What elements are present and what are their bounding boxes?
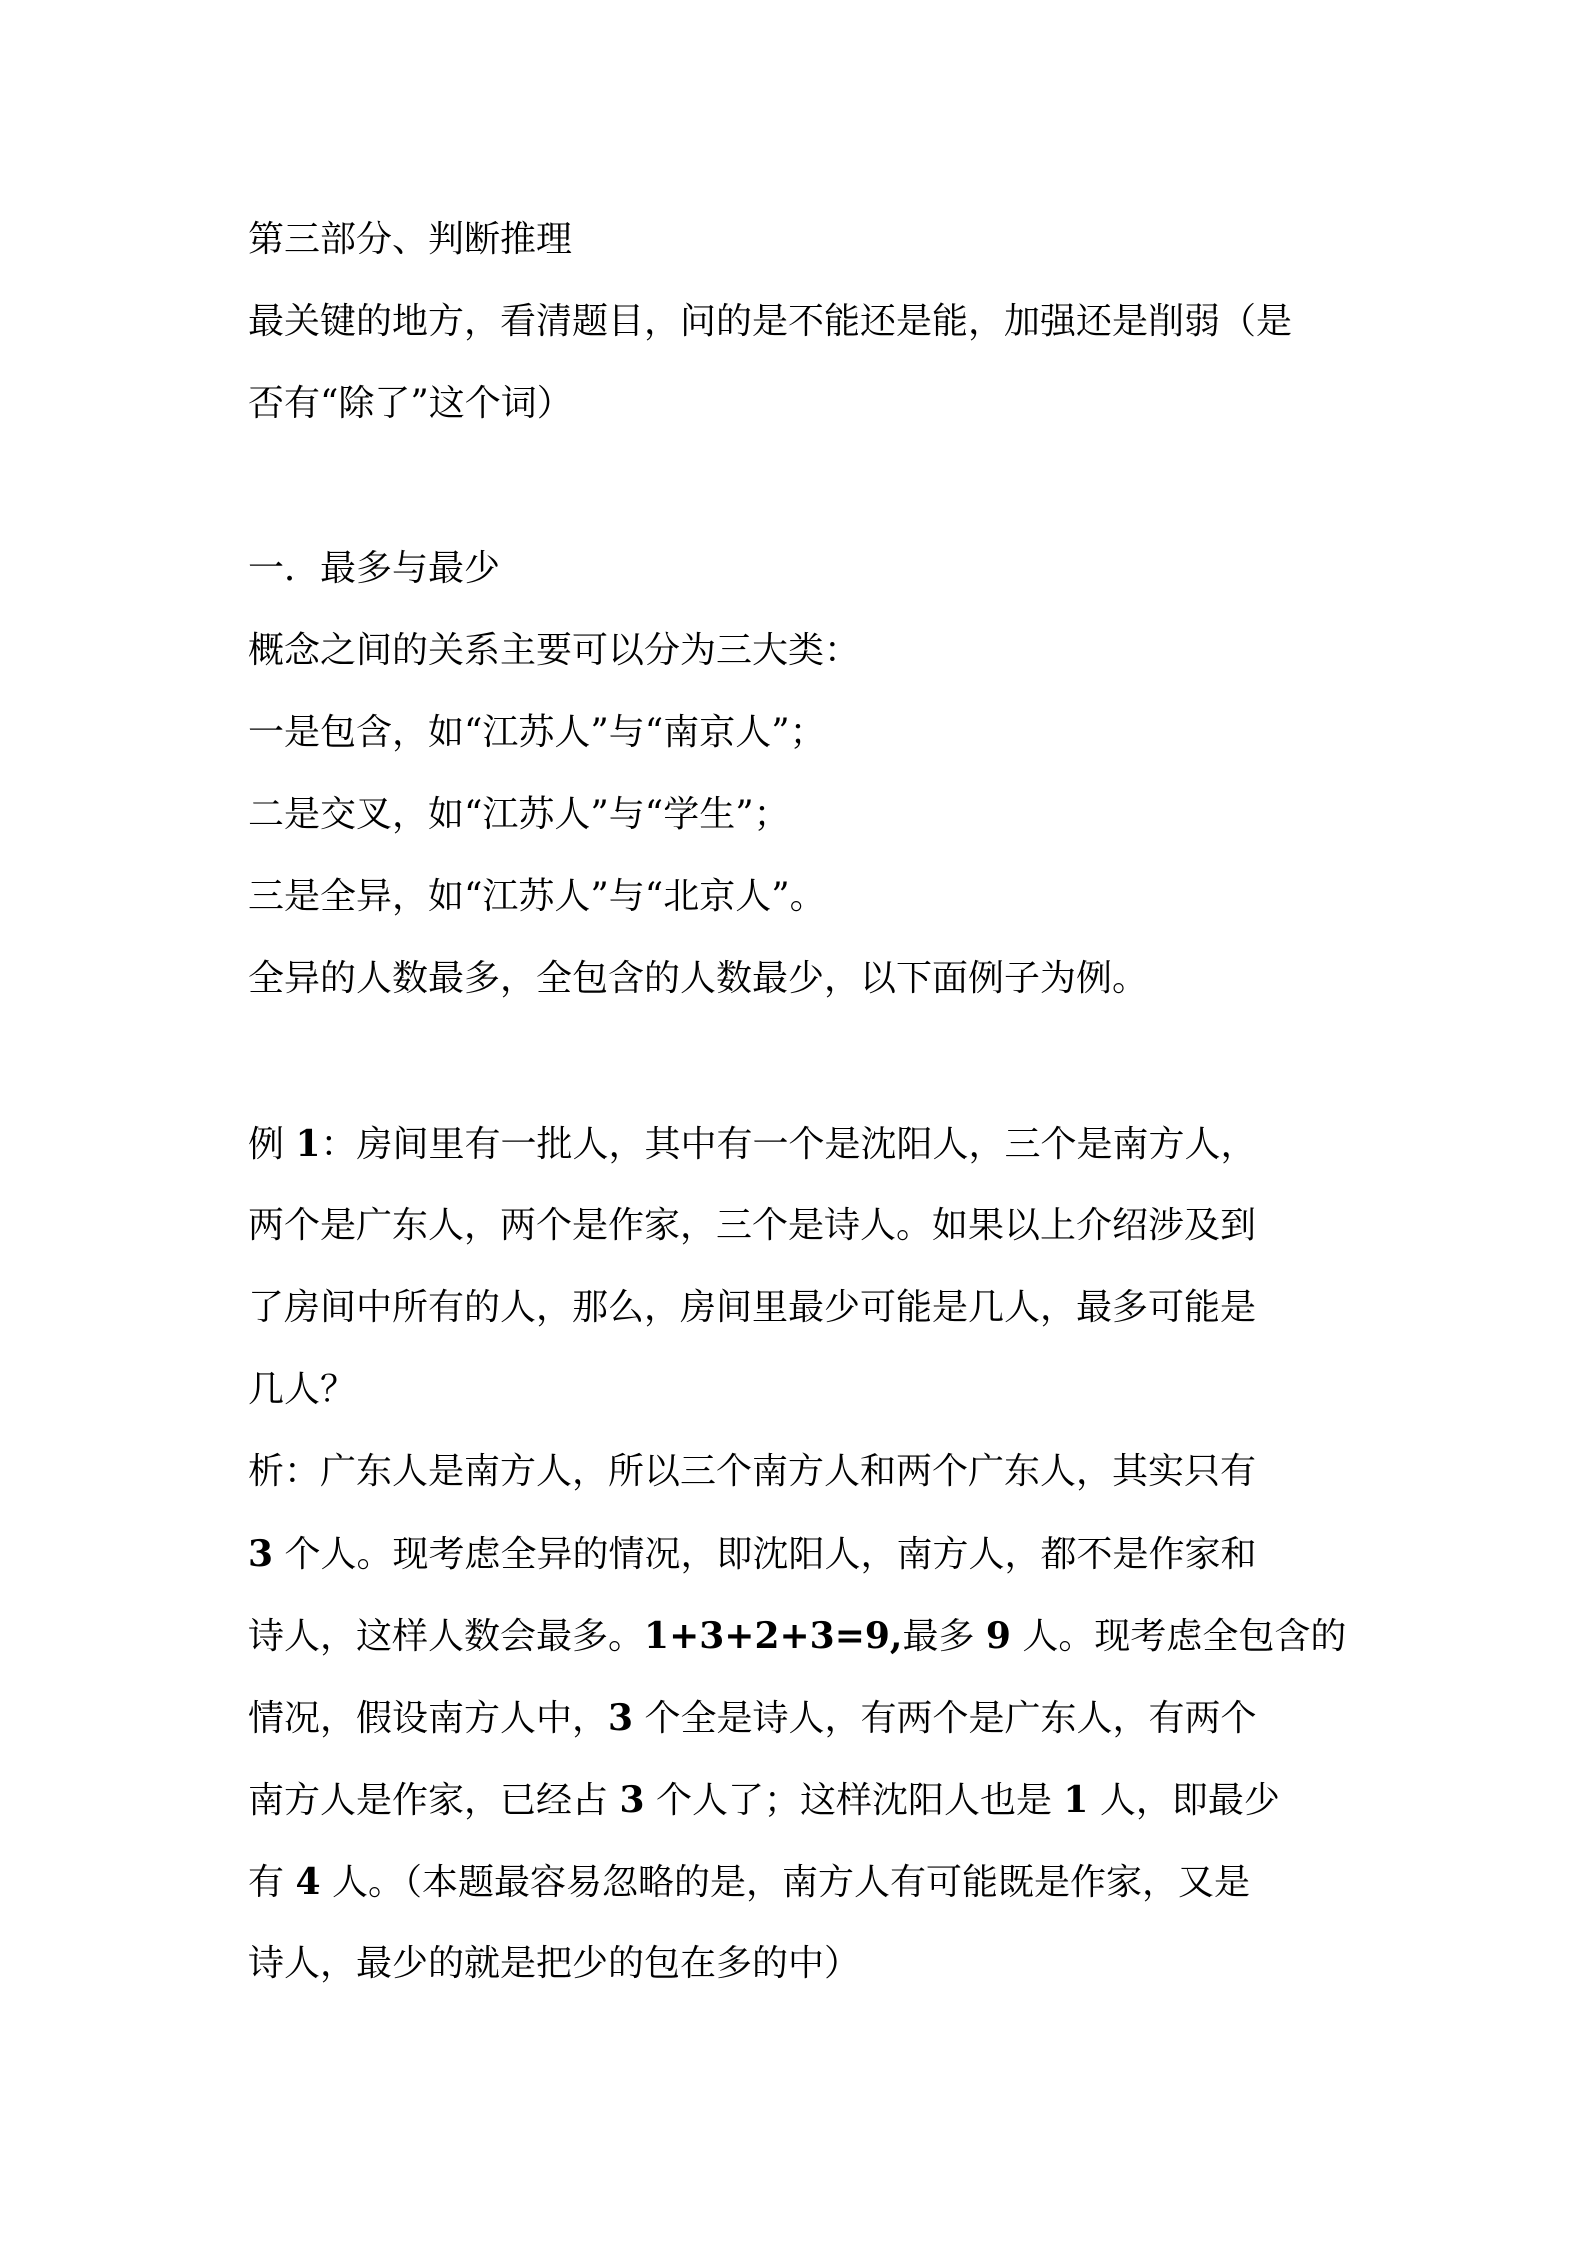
analysis-num: 9 [985, 1615, 1011, 1657]
analysis-num: 3 [608, 1697, 634, 1739]
intro-line-2: 否有“除了”这个词） [248, 383, 573, 424]
analysis-text: 个全是诗人，有两个是广东人，有两个 [633, 1698, 1257, 1739]
analysis-text: 南方人是作家，已经占 [248, 1780, 620, 1821]
analysis-num: 3 [619, 1779, 645, 1821]
concept-line-4: 三是全异，如“江苏人”与“北京人”。 [248, 876, 826, 917]
example-text-1: ：房间里有一批人，其中有一个是沈阳人，三个是南方人， [320, 1124, 1257, 1165]
concept-line-5: 全异的人数最多，全包含的人数最少，以下面例子为例。 [248, 958, 1149, 999]
analysis-line-3 [248, 1610, 1346, 1662]
section-title: 第三部分、判断推理 [248, 219, 573, 260]
analysis-line-4 [248, 1692, 1257, 1744]
concept-line-2: 一是包含，如“江苏人”与“南京人”； [248, 712, 826, 753]
analysis-text: 有 [248, 1862, 296, 1903]
analysis-line-2 [248, 1528, 1257, 1580]
analysis-text: 个人了；这样沈阳人也是 [644, 1780, 1064, 1821]
analysis-formula: 1+3+2+3=9, [644, 1615, 903, 1657]
analysis-text: 情况，假设南方人中， [248, 1698, 609, 1739]
analysis-line-5 [248, 1774, 1280, 1826]
analysis-text: 诗人，这样人数会最多。 [248, 1616, 645, 1657]
analysis-num: 1 [1063, 1779, 1089, 1821]
analysis-text: 最多 [902, 1616, 986, 1657]
example-line-3: 了房间中所有的人，那么，房间里最少可能是几人，最多可能是 [248, 1287, 1257, 1328]
analysis-line-6 [248, 1856, 1250, 1908]
example-label-number: 1 [295, 1123, 321, 1165]
analysis-text: 个人。现考虑全异的情况，即沈阳人，南方人，都不是作家和 [273, 1534, 1257, 1575]
analysis-text: 人。（本题最容易忽略的是，南方人有可能既是作家，又是 [320, 1862, 1250, 1903]
analysis-line-1: 析：广东人是南方人，所以三个南方人和两个广东人，其实只有 [248, 1451, 1257, 1492]
example-line-2: 两个是广东人，两个是作家，三个是诗人。如果以上介绍涉及到 [248, 1205, 1257, 1246]
analysis-num: 4 [295, 1861, 321, 1903]
example-line-4: 几人？ [248, 1369, 357, 1410]
analysis-text: 人。现考虑全包含的 [1010, 1616, 1347, 1657]
analysis-num: 3 [248, 1533, 274, 1575]
heading-most-least: 一．最多与最少 [248, 548, 501, 589]
intro-line-1: 最关键的地方，看清题目，问的是不能还是能，加强还是削弱（是 [248, 301, 1293, 342]
example-label-prefix: 例 [248, 1124, 296, 1165]
analysis-text: 人，即最少 [1088, 1780, 1280, 1821]
example-line-1 [248, 1118, 1257, 1170]
concept-line-1: 概念之间的关系主要可以分为三大类： [248, 630, 861, 671]
concept-line-3: 二是交叉，如“江苏人”与“学生”； [248, 794, 790, 835]
analysis-line-7: 诗人，最少的就是把少的包在多的中） [248, 1943, 861, 1984]
